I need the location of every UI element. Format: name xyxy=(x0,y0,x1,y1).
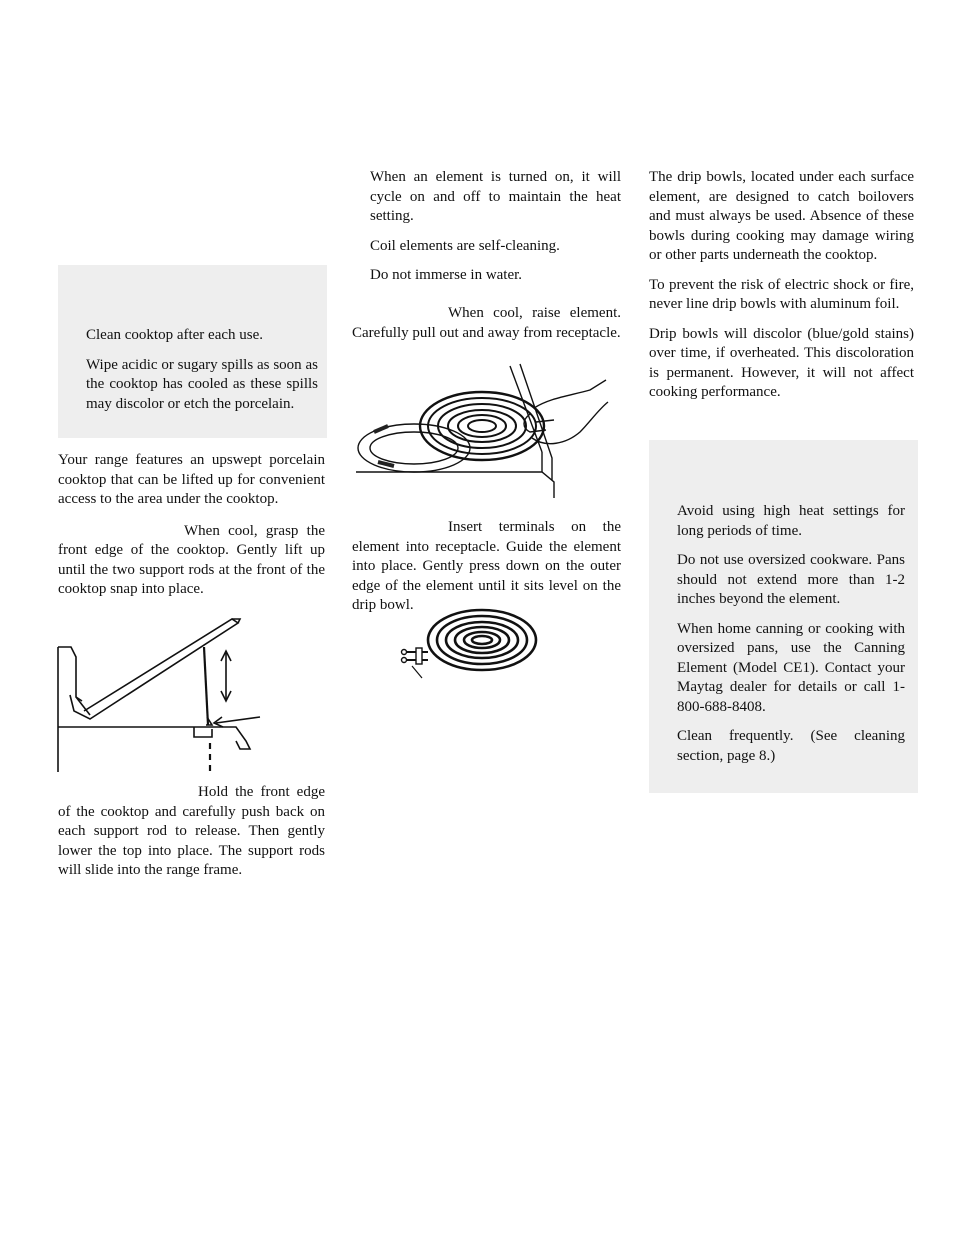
lifted-cooktop-illustration xyxy=(56,617,266,773)
drip-bowl-paragraph: Drip bowls will discolor (blue/gold stains) over time, if overheated. This discoloration is permanent. However, it will not affect cooking performance. xyxy=(649,325,914,400)
cooktop-care-tips xyxy=(86,326,318,424)
cookware-tips xyxy=(677,502,905,776)
coil-element-notes xyxy=(370,168,621,296)
remove-paragraph xyxy=(352,304,621,343)
note-item: Coil elements are self-cleaning. xyxy=(370,237,560,254)
remove-element-illustration xyxy=(354,362,610,500)
tip-item: When home canning or cooking with oversized pans, use the Canning Element (Model CE1). Contact your Maytag dealer for details or call 1-800-688-8408. xyxy=(677,620,905,715)
note-item: Do not immerse in water. xyxy=(370,267,523,283)
tip-item: Clean cooktop after each use. xyxy=(86,327,264,343)
replace-paragraph xyxy=(352,518,621,616)
lift-text: When cool, grasp the front edge of the cooktop. Gently lift up until the two support rods at the front of the cooktop snap into place. xyxy=(58,522,325,597)
lift-paragraph xyxy=(58,522,325,600)
tip-item: Wipe acidic or sugary spills as soon as the cooktop has cooled as these spills may discolor or etch the porcelain. xyxy=(86,356,318,412)
tip-item: Avoid using high heat settings for long periods of time. xyxy=(677,503,905,539)
drip-bowl-paragraph: The drip bowls, located under each surface element, are designed to catch boilovers and must always be used. Absence of these bowls during cooking may damage wiring or other parts underneath the cooktop. xyxy=(649,169,914,263)
lower-text: Hold the front edge of the cooktop and carefully push back on each support rod to release. Then gently lower the top into place. The support rods will slide into the range frame. xyxy=(58,784,325,878)
lower-paragraph xyxy=(58,783,325,881)
replace-text: Insert terminals on the element into receptacle. Guide the element into place. Gently press down on the outer edge of the element until it sits level on the drip bowl. xyxy=(352,519,621,613)
drip-bowl-paragraph: To prevent the risk of electric shock or fire, never line drip bowls with aluminum foil. xyxy=(649,276,914,312)
note-item: When an element is turned on, it will cycle on and off to maintain the heat setting. xyxy=(370,169,621,224)
coil-element-illustration xyxy=(398,606,540,680)
drip-bowls-section xyxy=(649,168,914,413)
upswept-cooktop-section xyxy=(58,451,325,610)
tip-item: Do not use oversized cookware. Pans should not extend more than 1-2 inches beyond the element. xyxy=(677,552,905,607)
intro-paragraph: Your range features an upswept porcelain cooktop that can be lifted up for convenient access to the area under the cooktop. xyxy=(58,452,325,507)
lower-cooktop-section xyxy=(58,783,325,891)
remove-element-section xyxy=(352,304,621,353)
tip-item: Clean frequently. (See cleaning section, page 8.) xyxy=(677,728,905,764)
remove-text: When cool, raise element. Carefully pull out and away from receptacle. xyxy=(352,305,621,341)
